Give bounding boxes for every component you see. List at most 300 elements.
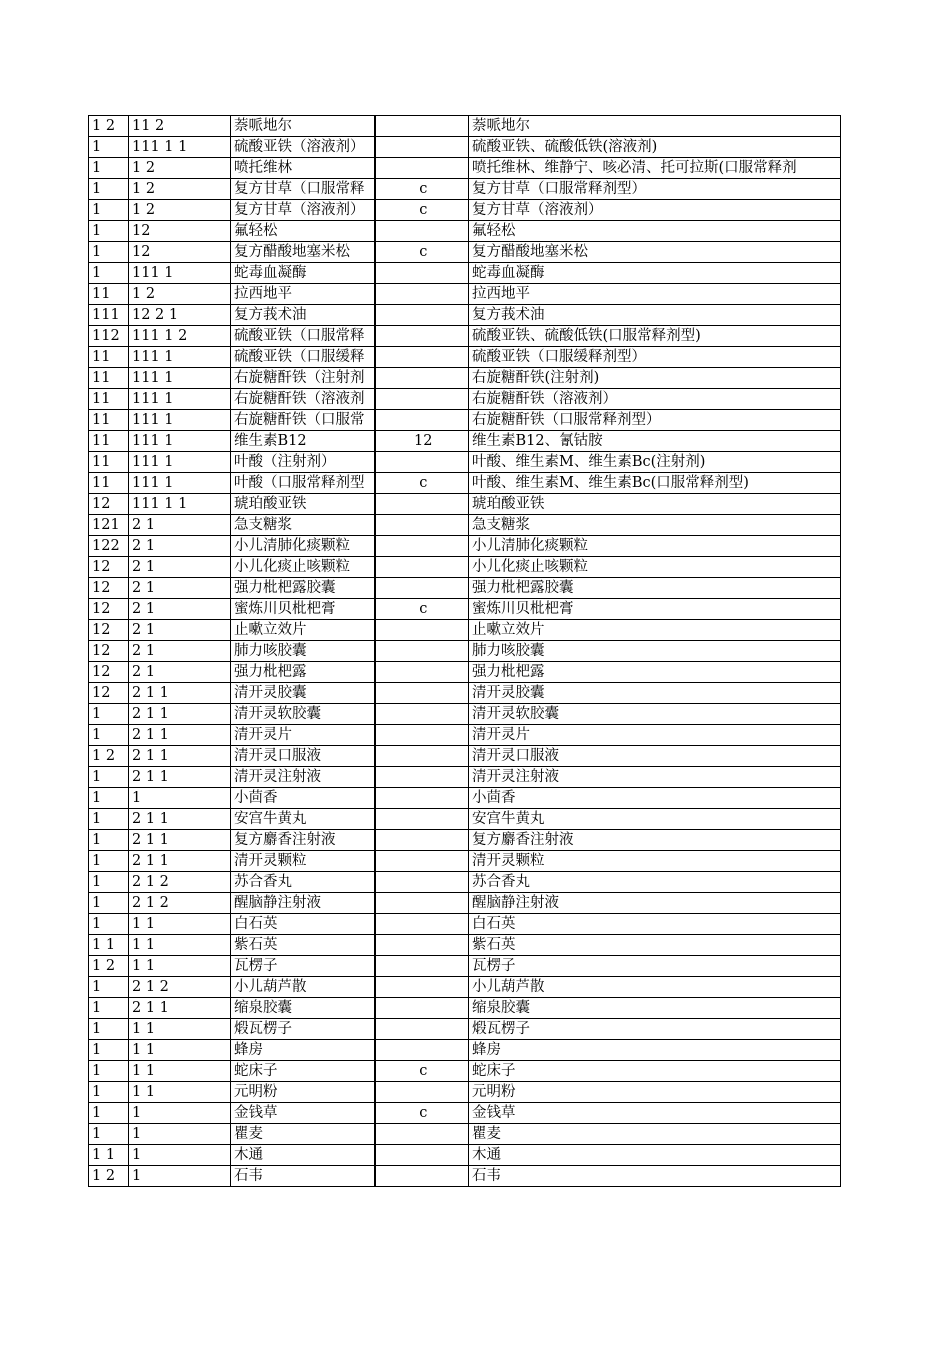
table-row — [89, 809, 841, 830]
code-cell: 11 — [89, 347, 129, 368]
flag-cell — [375, 410, 469, 431]
description-cell: 蜂房 — [469, 1040, 841, 1061]
flag-cell — [375, 851, 469, 872]
drug-list-table — [88, 115, 841, 1187]
table-row — [89, 116, 841, 137]
table-row — [89, 137, 841, 158]
code-cell: 1 2 — [89, 1166, 129, 1187]
drug-name-cell: 蜜炼川贝枇杷膏 — [231, 599, 375, 620]
flag-cell — [375, 914, 469, 935]
code-cell: 1 1 — [89, 935, 129, 956]
description-cell: 琥珀酸亚铁 — [469, 494, 841, 515]
table-row — [89, 536, 841, 557]
qty-cell: 2 1 — [129, 662, 231, 683]
table-row — [89, 431, 841, 452]
drug-name-cell: 清开灵注射液 — [231, 767, 375, 788]
code-cell: 1 — [89, 998, 129, 1019]
description-cell: 安宫牛黄丸 — [469, 809, 841, 830]
flag-cell — [375, 662, 469, 683]
qty-cell: 1 1 — [129, 1019, 231, 1040]
flag-cell — [375, 830, 469, 851]
table-row — [89, 158, 841, 179]
description-cell: 硫酸亚铁、硫酸低铁(溶液剂) — [469, 137, 841, 158]
drug-name-cell: 止嗽立效片 — [231, 620, 375, 641]
code-cell: 1 — [89, 914, 129, 935]
flag-cell — [375, 368, 469, 389]
table-body — [89, 116, 841, 1187]
code-cell: 122 — [89, 536, 129, 557]
code-cell: 12 — [89, 557, 129, 578]
flag-cell — [375, 809, 469, 830]
table-row — [89, 263, 841, 284]
description-cell: 小儿化痰止咳颗粒 — [469, 557, 841, 578]
qty-cell: 2 1 2 — [129, 977, 231, 998]
description-cell: 元明粉 — [469, 1082, 841, 1103]
drug-name-cell: 小儿清肺化痰颗粒 — [231, 536, 375, 557]
qty-cell: 1 1 — [129, 1082, 231, 1103]
drug-name-cell: 白石英 — [231, 914, 375, 935]
flag-cell — [375, 767, 469, 788]
code-cell: 11 — [89, 431, 129, 452]
drug-name-cell: 小茴香 — [231, 788, 375, 809]
qty-cell: 1 — [129, 1124, 231, 1145]
table-row — [89, 305, 841, 326]
code-cell: 12 — [89, 641, 129, 662]
code-cell: 1 — [89, 158, 129, 179]
flag-cell — [375, 305, 469, 326]
table-row — [89, 872, 841, 893]
qty-cell: 2 1 1 — [129, 998, 231, 1019]
drug-name-cell: 琥珀酸亚铁 — [231, 494, 375, 515]
description-cell: 煅瓦楞子 — [469, 1019, 841, 1040]
table-row — [89, 830, 841, 851]
description-cell: 清开灵软胶囊 — [469, 704, 841, 725]
qty-cell: 1 1 — [129, 1061, 231, 1082]
description-cell: 肺力咳胶囊 — [469, 641, 841, 662]
drug-name-cell: 硫酸亚铁（溶液剂） — [231, 137, 375, 158]
qty-cell: 1 — [129, 1166, 231, 1187]
code-cell: 12 — [89, 599, 129, 620]
code-cell: 1 — [89, 893, 129, 914]
drug-name-cell: 硫酸亚铁（口服常释 — [231, 326, 375, 347]
code-cell: 1 — [89, 1040, 129, 1061]
description-cell: 右旋糖酐铁（溶液剂） — [469, 389, 841, 410]
table-row — [89, 1103, 841, 1124]
code-cell: 12 — [89, 578, 129, 599]
qty-cell: 1 2 — [129, 284, 231, 305]
drug-name-cell: 氟轻松 — [231, 221, 375, 242]
drug-name-cell: 煅瓦楞子 — [231, 1019, 375, 1040]
drug-name-cell: 清开灵片 — [231, 725, 375, 746]
drug-name-cell: 复方甘草（口服常释 — [231, 179, 375, 200]
code-cell: 1 — [89, 1082, 129, 1103]
drug-name-cell: 叶酸（口服常释剂型 — [231, 473, 375, 494]
qty-cell: 2 1 — [129, 515, 231, 536]
code-cell: 1 — [89, 788, 129, 809]
qty-cell: 2 1 — [129, 641, 231, 662]
table-row — [89, 179, 841, 200]
qty-cell: 1 2 — [129, 179, 231, 200]
flag-cell — [375, 893, 469, 914]
qty-cell: 2 1 1 — [129, 809, 231, 830]
drug-name-cell: 清开灵软胶囊 — [231, 704, 375, 725]
code-cell: 12 — [89, 662, 129, 683]
flag-cell — [375, 158, 469, 179]
code-cell: 11 — [89, 284, 129, 305]
flag-cell — [375, 347, 469, 368]
description-cell: 急支糖浆 — [469, 515, 841, 536]
description-cell: 复方莪术油 — [469, 305, 841, 326]
qty-cell: 1 — [129, 1145, 231, 1166]
code-cell: 111 — [89, 305, 129, 326]
drug-name-cell: 拉西地平 — [231, 284, 375, 305]
description-cell: 醒脑静注射液 — [469, 893, 841, 914]
flag-cell: c — [375, 599, 469, 620]
table-row — [89, 746, 841, 767]
drug-name-cell: 右旋糖酐铁（注射剂 — [231, 368, 375, 389]
drug-name-cell: 清开灵口服液 — [231, 746, 375, 767]
code-cell: 1 — [89, 872, 129, 893]
flag-cell — [375, 746, 469, 767]
drug-name-cell: 强力枇杷露 — [231, 662, 375, 683]
table-row — [89, 221, 841, 242]
code-cell: 12 — [89, 494, 129, 515]
table-row — [89, 242, 841, 263]
table-row — [89, 200, 841, 221]
drug-name-cell: 清开灵胶囊 — [231, 683, 375, 704]
code-cell: 1 — [89, 137, 129, 158]
description-cell: 止嗽立效片 — [469, 620, 841, 641]
code-cell: 1 2 — [89, 956, 129, 977]
qty-cell: 1 — [129, 1103, 231, 1124]
table-row — [89, 326, 841, 347]
qty-cell: 111 1 — [129, 389, 231, 410]
drug-name-cell: 肺力咳胶囊 — [231, 641, 375, 662]
flag-cell — [375, 1040, 469, 1061]
flag-cell: 12 — [375, 431, 469, 452]
description-cell: 拉西地平 — [469, 284, 841, 305]
qty-cell: 111 1 1 — [129, 137, 231, 158]
flag-cell — [375, 452, 469, 473]
table-row — [89, 578, 841, 599]
code-cell: 1 1 — [89, 1145, 129, 1166]
table-row — [89, 683, 841, 704]
flag-cell — [375, 557, 469, 578]
table-row — [89, 620, 841, 641]
qty-cell: 2 1 1 — [129, 830, 231, 851]
qty-cell: 111 1 — [129, 473, 231, 494]
drug-name-cell: 元明粉 — [231, 1082, 375, 1103]
table-row — [89, 662, 841, 683]
drug-name-cell: 复方醋酸地塞米松 — [231, 242, 375, 263]
description-cell: 清开灵口服液 — [469, 746, 841, 767]
flag-cell — [375, 704, 469, 725]
description-cell: 蛇床子 — [469, 1061, 841, 1082]
flag-cell — [375, 683, 469, 704]
description-cell: 小儿葫芦散 — [469, 977, 841, 998]
drug-name-cell: 右旋糖酐铁（溶液剂 — [231, 389, 375, 410]
qty-cell: 111 1 — [129, 410, 231, 431]
description-cell: 清开灵颗粒 — [469, 851, 841, 872]
qty-cell: 1 1 — [129, 914, 231, 935]
flag-cell — [375, 536, 469, 557]
drug-name-cell: 蛇床子 — [231, 1061, 375, 1082]
qty-cell: 2 1 1 — [129, 683, 231, 704]
table-row — [89, 410, 841, 431]
qty-cell: 2 1 1 — [129, 725, 231, 746]
drug-name-cell: 安宫牛黄丸 — [231, 809, 375, 830]
drug-name-cell: 强力枇杷露胶囊 — [231, 578, 375, 599]
description-cell: 清开灵注射液 — [469, 767, 841, 788]
code-cell: 1 — [89, 179, 129, 200]
description-cell: 复方醋酸地塞米松 — [469, 242, 841, 263]
description-cell: 复方甘草（口服常释剂型） — [469, 179, 841, 200]
table-row — [89, 641, 841, 662]
drug-name-cell: 急支糖浆 — [231, 515, 375, 536]
drug-name-cell: 右旋糖酐铁（口服常 — [231, 410, 375, 431]
flag-cell: c — [375, 242, 469, 263]
flag-cell — [375, 116, 469, 137]
qty-cell: 2 1 1 — [129, 746, 231, 767]
code-cell: 1 2 — [89, 746, 129, 767]
description-cell: 强力枇杷露胶囊 — [469, 578, 841, 599]
flag-cell — [375, 620, 469, 641]
code-cell: 1 — [89, 1019, 129, 1040]
description-cell: 苏合香丸 — [469, 872, 841, 893]
code-cell: 11 — [89, 452, 129, 473]
drug-name-cell: 清开灵颗粒 — [231, 851, 375, 872]
description-cell: 复方麝香注射液 — [469, 830, 841, 851]
drug-name-cell: 瓦楞子 — [231, 956, 375, 977]
description-cell: 缩泉胶囊 — [469, 998, 841, 1019]
table-row — [89, 557, 841, 578]
table-row — [89, 494, 841, 515]
table-row — [89, 452, 841, 473]
description-cell: 强力枇杷露 — [469, 662, 841, 683]
qty-cell: 2 1 — [129, 536, 231, 557]
qty-cell: 111 1 2 — [129, 326, 231, 347]
code-cell: 1 — [89, 1061, 129, 1082]
qty-cell: 2 1 1 — [129, 851, 231, 872]
flag-cell — [375, 137, 469, 158]
description-cell: 紫石英 — [469, 935, 841, 956]
qty-cell: 111 1 — [129, 431, 231, 452]
table-row — [89, 389, 841, 410]
drug-name-cell: 叶酸（注射剂） — [231, 452, 375, 473]
drug-name-cell: 喷托维林 — [231, 158, 375, 179]
table-row — [89, 368, 841, 389]
flag-cell — [375, 284, 469, 305]
description-cell: 维生素B12、氰钴胺 — [469, 431, 841, 452]
table-row — [89, 893, 841, 914]
qty-cell: 12 — [129, 221, 231, 242]
code-cell: 12 — [89, 620, 129, 641]
table-row — [89, 1061, 841, 1082]
flag-cell — [375, 998, 469, 1019]
code-cell: 11 — [89, 410, 129, 431]
flag-cell — [375, 956, 469, 977]
description-cell: 白石英 — [469, 914, 841, 935]
qty-cell: 1 — [129, 788, 231, 809]
qty-cell: 111 1 — [129, 368, 231, 389]
description-cell: 瞿麦 — [469, 1124, 841, 1145]
code-cell: 1 — [89, 767, 129, 788]
qty-cell: 2 1 2 — [129, 893, 231, 914]
drug-name-cell: 木通 — [231, 1145, 375, 1166]
qty-cell: 2 1 2 — [129, 872, 231, 893]
table-row — [89, 914, 841, 935]
table-row — [89, 977, 841, 998]
description-cell: 硫酸亚铁（口服缓释剂型） — [469, 347, 841, 368]
drug-name-cell: 瞿麦 — [231, 1124, 375, 1145]
code-cell: 11 — [89, 368, 129, 389]
flag-cell: c — [375, 179, 469, 200]
qty-cell: 111 1 1 — [129, 494, 231, 515]
drug-name-cell: 紫石英 — [231, 935, 375, 956]
table-row — [89, 1040, 841, 1061]
code-cell: 1 — [89, 263, 129, 284]
flag-cell: c — [375, 1061, 469, 1082]
description-cell: 叶酸、维生素M、维生素Bc(口服常释剂型) — [469, 473, 841, 494]
description-cell: 复方甘草（溶液剂） — [469, 200, 841, 221]
code-cell: 1 — [89, 704, 129, 725]
description-cell: 木通 — [469, 1145, 841, 1166]
qty-cell: 111 1 — [129, 452, 231, 473]
flag-cell — [375, 494, 469, 515]
flag-cell — [375, 389, 469, 410]
drug-name-cell: 复方甘草（溶液剂） — [231, 200, 375, 221]
flag-cell — [375, 263, 469, 284]
code-cell: 11 — [89, 473, 129, 494]
table-row — [89, 515, 841, 536]
code-cell: 1 — [89, 851, 129, 872]
table-row — [89, 998, 841, 1019]
code-cell: 1 — [89, 200, 129, 221]
code-cell: 1 — [89, 977, 129, 998]
code-cell: 121 — [89, 515, 129, 536]
drug-name-cell: 复方麝香注射液 — [231, 830, 375, 851]
drug-name-cell: 蜂房 — [231, 1040, 375, 1061]
description-cell: 喷托维林、维静宁、咳必清、托可拉斯(口服常释剂 — [469, 158, 841, 179]
code-cell: 1 — [89, 809, 129, 830]
description-cell: 清开灵胶囊 — [469, 683, 841, 704]
flag-cell — [375, 1166, 469, 1187]
flag-cell — [375, 326, 469, 347]
code-cell: 11 — [89, 389, 129, 410]
flag-cell — [375, 1082, 469, 1103]
qty-cell: 1 2 — [129, 158, 231, 179]
drug-name-cell: 醒脑静注射液 — [231, 893, 375, 914]
code-cell: 1 — [89, 1124, 129, 1145]
drug-name-cell: 复方莪术油 — [231, 305, 375, 326]
table-row — [89, 1145, 841, 1166]
description-cell: 右旋糖酐铁(注射剂) — [469, 368, 841, 389]
qty-cell: 2 1 — [129, 599, 231, 620]
description-cell: 萘哌地尔 — [469, 116, 841, 137]
description-cell: 右旋糖酐铁（口服常释剂型） — [469, 410, 841, 431]
table-row — [89, 851, 841, 872]
flag-cell — [375, 515, 469, 536]
flag-cell: c — [375, 200, 469, 221]
drug-name-cell: 苏合香丸 — [231, 872, 375, 893]
flag-cell: c — [375, 473, 469, 494]
description-cell: 叶酸、维生素M、维生素Bc(注射剂) — [469, 452, 841, 473]
table-row — [89, 1082, 841, 1103]
qty-cell: 1 1 — [129, 935, 231, 956]
qty-cell: 1 1 — [129, 1040, 231, 1061]
table-row — [89, 788, 841, 809]
flag-cell — [375, 1124, 469, 1145]
code-cell: 112 — [89, 326, 129, 347]
table-row — [89, 1124, 841, 1145]
qty-cell: 2 1 — [129, 578, 231, 599]
flag-cell — [375, 935, 469, 956]
qty-cell: 12 2 1 — [129, 305, 231, 326]
description-cell: 小茴香 — [469, 788, 841, 809]
table-row — [89, 599, 841, 620]
qty-cell: 2 1 — [129, 620, 231, 641]
qty-cell: 2 1 1 — [129, 767, 231, 788]
flag-cell — [375, 1145, 469, 1166]
description-cell: 石韦 — [469, 1166, 841, 1187]
code-cell: 1 — [89, 221, 129, 242]
description-cell: 清开灵片 — [469, 725, 841, 746]
drug-name-cell: 硫酸亚铁（口服缓释 — [231, 347, 375, 368]
code-cell: 1 — [89, 1103, 129, 1124]
code-cell: 1 — [89, 725, 129, 746]
drug-name-cell: 维生素B12 — [231, 431, 375, 452]
qty-cell: 2 1 — [129, 557, 231, 578]
drug-name-cell: 萘哌地尔 — [231, 116, 375, 137]
table-row — [89, 473, 841, 494]
flag-cell: c — [375, 1103, 469, 1124]
description-cell: 硫酸亚铁、硫酸低铁(口服常释剂型) — [469, 326, 841, 347]
table-row — [89, 1166, 841, 1187]
description-cell: 小儿清肺化痰颗粒 — [469, 536, 841, 557]
description-cell: 金钱草 — [469, 1103, 841, 1124]
description-cell: 蛇毒血凝酶 — [469, 263, 841, 284]
code-cell: 12 — [89, 683, 129, 704]
flag-cell — [375, 578, 469, 599]
qty-cell: 11 2 — [129, 116, 231, 137]
flag-cell — [375, 872, 469, 893]
flag-cell — [375, 641, 469, 662]
drug-name-cell: 蛇毒血凝酶 — [231, 263, 375, 284]
table-row — [89, 704, 841, 725]
code-cell: 1 — [89, 830, 129, 851]
flag-cell — [375, 1019, 469, 1040]
qty-cell: 111 1 — [129, 347, 231, 368]
drug-name-cell: 缩泉胶囊 — [231, 998, 375, 1019]
table-row — [89, 935, 841, 956]
flag-cell — [375, 725, 469, 746]
qty-cell: 1 2 — [129, 200, 231, 221]
code-cell: 1 2 — [89, 116, 129, 137]
description-cell: 氟轻松 — [469, 221, 841, 242]
drug-name-cell: 金钱草 — [231, 1103, 375, 1124]
description-cell: 瓦楞子 — [469, 956, 841, 977]
flag-cell — [375, 788, 469, 809]
qty-cell: 111 1 — [129, 263, 231, 284]
code-cell: 1 — [89, 242, 129, 263]
table-row — [89, 725, 841, 746]
table-row — [89, 1019, 841, 1040]
description-cell: 蜜炼川贝枇杷膏 — [469, 599, 841, 620]
table-row — [89, 767, 841, 788]
table-row — [89, 284, 841, 305]
drug-name-cell: 小儿葫芦散 — [231, 977, 375, 998]
qty-cell: 12 — [129, 242, 231, 263]
